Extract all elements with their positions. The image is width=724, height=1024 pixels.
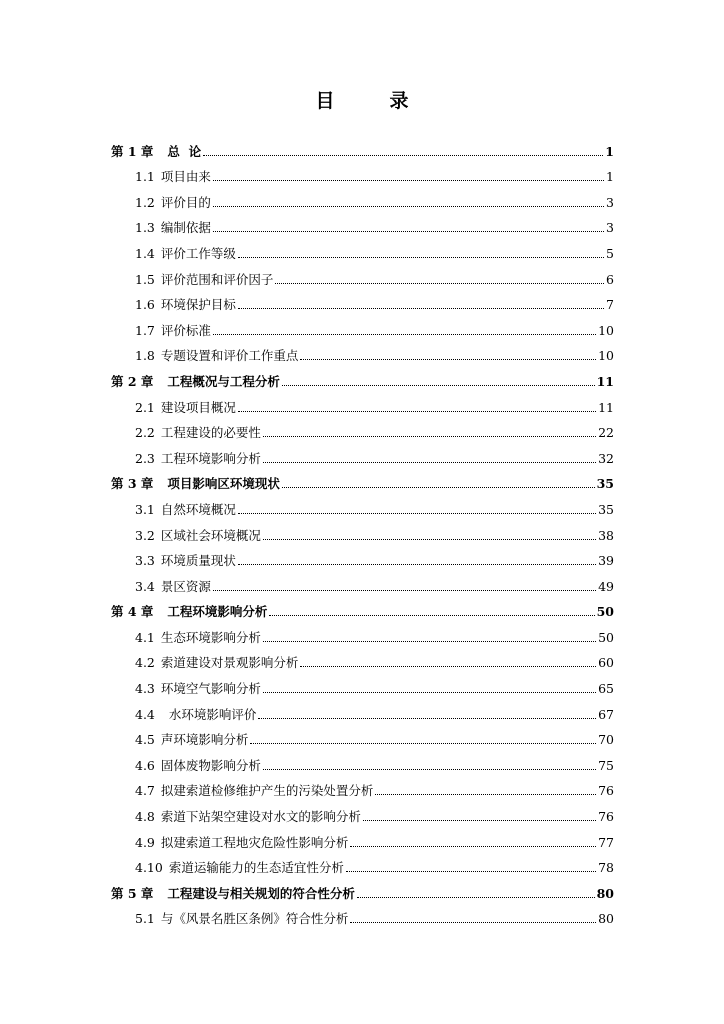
toc-dot-leader	[300, 359, 596, 360]
toc-dot-leader	[357, 897, 595, 898]
toc-entry-number: 第 2 章	[111, 373, 154, 389]
toc-entry-number: 3.1	[135, 501, 155, 517]
toc-entry-page-number: 1	[605, 143, 614, 159]
toc-entry-page-number: 32	[598, 450, 614, 466]
toc-section-entry[interactable]	[111, 748, 614, 774]
toc-dot-leader	[350, 922, 596, 923]
toc-entry-number: 4.2	[135, 655, 155, 671]
toc-entry-label: 声环境影响分析	[160, 732, 249, 748]
toc-dot-leader	[213, 231, 604, 232]
toc-entry-number: 4.8	[135, 809, 155, 825]
toc-list	[111, 134, 614, 927]
toc-dot-leader	[238, 308, 604, 309]
toc-entry-page-number: 11	[598, 399, 614, 415]
toc-dot-leader	[213, 334, 596, 335]
toc-entry-label: 总 论	[167, 143, 202, 159]
toc-entry-number: 4.6	[135, 757, 155, 773]
toc-entry-number: 1.8	[135, 348, 155, 364]
toc-entry-label: 编制依据	[160, 220, 211, 236]
toc-entry-page-number: 39	[598, 553, 614, 569]
toc-chapter-entry[interactable]	[111, 134, 614, 160]
toc-chapter-entry[interactable]	[111, 876, 614, 902]
toc-entry-number: 4.10	[135, 860, 163, 876]
toc-entry-number: 1.7	[135, 322, 155, 338]
toc-entry-page-number: 50	[596, 604, 614, 620]
toc-entry-label: 生态环境影响分析	[160, 629, 261, 645]
toc-entry-page-number: 76	[598, 809, 614, 825]
toc-entry-label: 拟建索道检修维护产生的污染处置分析	[160, 783, 374, 799]
toc-dot-leader	[213, 590, 596, 591]
toc-section-entry[interactable]	[111, 313, 614, 339]
toc-entry-number: 1.6	[135, 297, 155, 313]
toc-entry-page-number: 60	[598, 655, 614, 671]
toc-entry-page-number: 11	[596, 373, 614, 389]
toc-section-entry[interactable]	[111, 902, 614, 928]
toc-dot-leader	[282, 487, 595, 488]
toc-entry-label: 专题设置和评价工作重点	[160, 348, 299, 364]
toc-entry-number: 1.2	[135, 194, 155, 210]
toc-entry-page-number: 77	[598, 834, 614, 850]
toc-section-entry[interactable]	[111, 799, 614, 825]
toc-section-entry[interactable]	[111, 160, 614, 186]
toc-section-entry[interactable]	[111, 492, 614, 518]
toc-dot-leader	[363, 820, 596, 821]
toc-entry-page-number: 67	[598, 706, 614, 722]
toc-dot-leader	[346, 871, 596, 872]
toc-entry-number: 1.3	[135, 220, 155, 236]
toc-entry-number: 2.3	[135, 450, 155, 466]
toc-dot-leader	[300, 666, 596, 667]
toc-section-entry[interactable]	[111, 236, 614, 262]
toc-section-entry[interactable]	[111, 851, 614, 877]
toc-entry-number: 1.5	[135, 271, 155, 287]
toc-entry-page-number: 49	[598, 578, 614, 594]
toc-dot-leader	[263, 769, 596, 770]
toc-chapter-entry[interactable]	[111, 595, 614, 621]
toc-entry-page-number: 76	[598, 783, 614, 799]
toc-dot-leader	[238, 411, 596, 412]
toc-dot-leader	[238, 513, 596, 514]
toc-entry-page-number: 3	[606, 194, 614, 210]
toc-entry-number: 第 5 章	[111, 885, 154, 901]
toc-entry-number: 4.9	[135, 834, 155, 850]
toc-entry-label: 环境空气影响分析	[160, 681, 261, 697]
toc-dot-leader	[258, 718, 596, 719]
toc-entry-page-number: 5	[606, 245, 614, 261]
toc-entry-label: 评价范围和评价因子	[160, 271, 274, 287]
toc-section-entry[interactable]	[111, 416, 614, 442]
toc-entry-label: 工程环境影响分析	[160, 450, 261, 466]
toc-dot-leader	[213, 180, 604, 181]
toc-entry-label: 水环境影响评价	[160, 706, 257, 722]
toc-entry-page-number: 65	[598, 681, 614, 697]
toc-entry-number: 1.1	[135, 169, 155, 185]
toc-dot-leader	[263, 692, 596, 693]
toc-entry-label: 景区资源	[160, 578, 211, 594]
toc-entry-label: 工程概况与工程分析	[167, 373, 280, 389]
toc-section-entry[interactable]	[111, 288, 614, 314]
toc-section-entry[interactable]	[111, 774, 614, 800]
toc-entry-label: 评价目的	[160, 194, 211, 210]
toc-entry-label: 建设项目概况	[160, 399, 236, 415]
toc-entry-label: 评价工作等级	[160, 245, 236, 261]
toc-dot-leader	[238, 257, 604, 258]
toc-dot-leader	[263, 436, 596, 437]
toc-section-entry[interactable]	[111, 697, 614, 723]
toc-entry-page-number: 7	[606, 297, 614, 313]
toc-section-entry[interactable]	[111, 441, 614, 467]
toc-entry-number: 3.4	[135, 578, 155, 594]
toc-entry-number: 2.1	[135, 399, 155, 415]
toc-section-entry[interactable]	[111, 620, 614, 646]
toc-entry-number: 4.3	[135, 681, 155, 697]
toc-entry-label: 与《风景名胜区条例》符合性分析	[160, 911, 349, 927]
toc-chapter-entry[interactable]	[111, 467, 614, 493]
toc-entry-label: 环境质量现状	[160, 553, 236, 569]
toc-entry-label: 索道下站架空建设对水文的影响分析	[160, 809, 361, 825]
toc-entry-page-number: 35	[596, 476, 614, 492]
toc-dot-leader	[263, 641, 596, 642]
toc-entry-label: 工程建设与相关规划的符合性分析	[167, 885, 355, 901]
toc-section-entry[interactable]	[111, 723, 614, 749]
toc-dot-leader	[350, 846, 596, 847]
toc-entry-number: 第 3 章	[111, 476, 154, 492]
toc-dot-leader	[238, 564, 596, 565]
toc-chapter-entry[interactable]	[111, 364, 614, 390]
toc-entry-label: 区域社会环境概况	[160, 527, 261, 543]
toc-entry-page-number: 22	[598, 425, 614, 441]
toc-entry-page-number: 75	[598, 757, 614, 773]
toc-entry-label: 索道建设对景观影响分析	[160, 655, 299, 671]
toc-section-entry[interactable]	[111, 185, 614, 211]
toc-entry-number: 3.3	[135, 553, 155, 569]
toc-entry-page-number: 80	[596, 885, 614, 901]
toc-entry-label: 工程建设的必要性	[160, 425, 261, 441]
toc-entry-page-number: 80	[598, 911, 614, 927]
toc-entry-label: 评价标准	[160, 322, 211, 338]
toc-dot-leader	[203, 155, 603, 156]
toc-entry-page-number: 10	[598, 348, 614, 364]
toc-dot-leader	[375, 794, 596, 795]
toc-dot-leader	[263, 462, 596, 463]
toc-section-entry[interactable]	[111, 569, 614, 595]
toc-entry-number: 第 4 章	[111, 604, 154, 620]
toc-entry-number: 4.4	[135, 706, 155, 722]
toc-section-entry[interactable]	[111, 646, 614, 672]
toc-entry-page-number: 78	[598, 860, 614, 876]
toc-entry-label: 拟建索道工程地灾危险性影响分析	[160, 834, 349, 850]
toc-entry-number: 1.4	[135, 245, 155, 261]
toc-entry-label: 项目影响区环境现状	[167, 476, 280, 492]
toc-entry-page-number: 70	[598, 732, 614, 748]
toc-entry-number: 第 1 章	[111, 143, 154, 159]
toc-dot-leader	[263, 539, 596, 540]
toc-section-entry[interactable]	[111, 671, 614, 697]
toc-section-entry[interactable]	[111, 211, 614, 237]
toc-section-entry[interactable]	[111, 390, 614, 416]
toc-entry-page-number: 1	[606, 169, 614, 185]
toc-dot-leader	[269, 615, 594, 616]
toc-entry-number: 3.2	[135, 527, 155, 543]
toc-entry-number: 5.1	[135, 911, 155, 927]
toc-entry-number: 4.5	[135, 732, 155, 748]
toc-entry-number: 2.2	[135, 425, 155, 441]
toc-entry-label: 工程环境影响分析	[167, 604, 268, 620]
toc-section-entry[interactable]	[111, 825, 614, 851]
toc-entry-label: 索道运输能力的生态适宜性分析	[168, 860, 344, 876]
toc-section-entry[interactable]	[111, 518, 614, 544]
toc-section-entry[interactable]	[111, 262, 614, 288]
toc-entry-label: 项目由来	[160, 169, 211, 185]
toc-entry-label: 自然环境概况	[160, 501, 236, 517]
toc-entry-page-number: 50	[598, 629, 614, 645]
toc-dot-leader	[250, 743, 596, 744]
toc-dot-leader	[282, 385, 595, 386]
toc-entry-label: 环境保护目标	[160, 297, 236, 313]
toc-entry-number: 4.1	[135, 629, 155, 645]
toc-title: 目 录	[315, 90, 427, 112]
toc-dot-leader	[275, 283, 604, 284]
toc-entry-number: 4.7	[135, 783, 155, 799]
toc-entry-page-number: 38	[598, 527, 614, 543]
toc-dot-leader	[213, 206, 604, 207]
toc-entry-page-number: 35	[598, 501, 614, 517]
toc-section-entry[interactable]	[111, 544, 614, 570]
toc-entry-page-number: 3	[606, 220, 614, 236]
toc-entry-label: 固体废物影响分析	[160, 757, 261, 773]
toc-section-entry[interactable]	[111, 339, 614, 365]
toc-entry-page-number: 6	[606, 271, 614, 287]
toc-entry-page-number: 10	[598, 322, 614, 338]
